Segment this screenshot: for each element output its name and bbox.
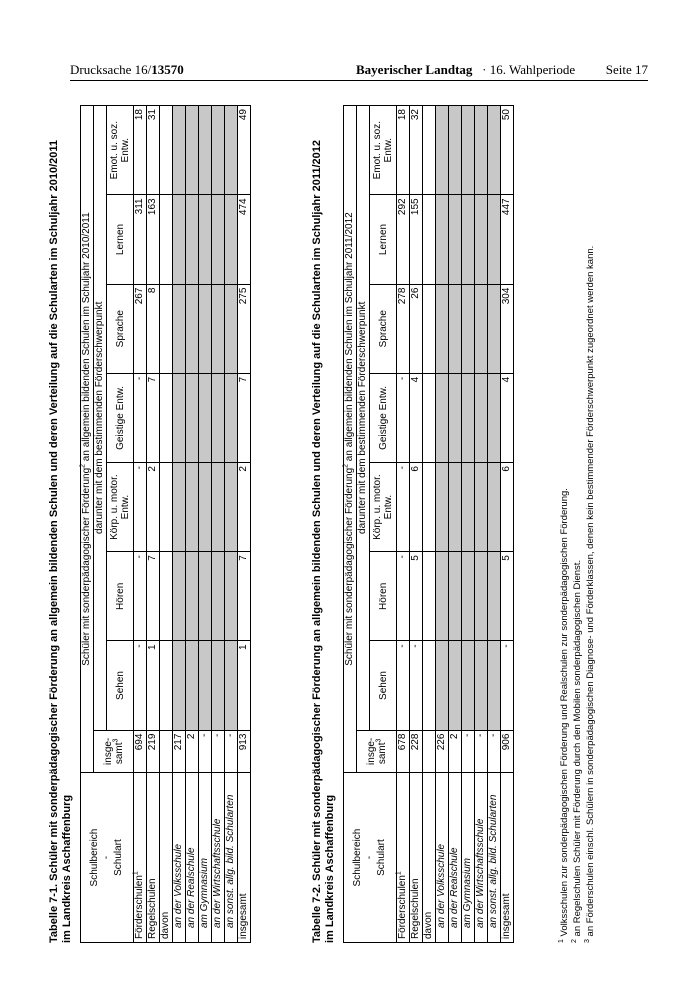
table-cell: 163 (147, 195, 160, 284)
table-row (423, 106, 436, 943)
row-label: an der Volksschule (173, 773, 186, 943)
table-cell (488, 284, 501, 373)
table-cell (488, 373, 501, 462)
table-row (397, 106, 410, 943)
table-cell (462, 463, 475, 552)
row-label: an sonst. allg. bild. Schularten (225, 773, 238, 943)
table-cell: 7 (238, 552, 251, 641)
table-cell: - (488, 730, 501, 772)
row-label: insgesamt (238, 773, 251, 943)
table-cell (160, 641, 173, 730)
table-cell (186, 641, 199, 730)
table-7-2 (343, 105, 514, 943)
table-cell (475, 284, 488, 373)
table-cell: 4 (410, 373, 423, 462)
table-cell (186, 552, 199, 641)
table-cell: 31 (147, 106, 160, 195)
table-cell (212, 373, 225, 462)
table-cell (436, 373, 449, 462)
table-cell (475, 641, 488, 730)
table-cell (475, 552, 488, 641)
table-cell (186, 373, 199, 462)
table-cell: - (410, 641, 423, 730)
row-label: an der Wirtschaftsschule (212, 773, 225, 943)
row-label: an sonst. allg. bild. Schularten (488, 773, 501, 943)
table-row (488, 106, 501, 943)
header-col: Lernen (107, 195, 134, 284)
table-cell: 7 (238, 373, 251, 462)
table-cell (475, 463, 488, 552)
table-cell: 275 (238, 284, 251, 373)
table-cell (475, 106, 488, 195)
table-cell (199, 106, 212, 195)
header-col: Körp. u. motor. Entw. (107, 463, 134, 552)
table-cell: 226 (436, 730, 449, 772)
table-cell (212, 463, 225, 552)
table-cell (225, 552, 238, 641)
table-cell (173, 641, 186, 730)
header-schulbereich: Schulbereich - Schulart (81, 773, 134, 943)
table-cell: 49 (238, 106, 251, 195)
table-cell: - (225, 730, 238, 772)
row-label: an der Realschule (449, 773, 462, 943)
table-cell: 18 (134, 106, 147, 195)
table-title-1: Tabelle 7-1. Schüler mit sonderpädagogischer Förderung an allgemein bildenden Schulen und deren Verteilung auf die Schularten im Schuljahr 2010/2011 im Landkreis Aschaffenburg (48, 140, 73, 943)
table-cell (462, 552, 475, 641)
header-insgesamt: insge-samt$^3$ (94, 730, 134, 772)
table-cell: 7 (147, 552, 160, 641)
header-col: Hören (370, 552, 397, 641)
table-cell: 8 (147, 284, 160, 373)
header-col: Sehen (107, 641, 134, 730)
table-cell (475, 373, 488, 462)
table-cell: 2 (147, 463, 160, 552)
table-row (225, 106, 238, 943)
table-cell (462, 373, 475, 462)
table-row (501, 106, 514, 943)
footnote-1: $^1$ Volksschulen zur sonderpädagogischen Förderung und Realschulen zur sonderpädagogischen Förderung. (557, 488, 570, 943)
footnote-2: $^2$ an Regelschulen Schüler mit Förderung durch den Mobilen sonderpädagogischen Dienst. (570, 559, 583, 943)
row-label: Regelschulen (410, 773, 423, 943)
table-cell (173, 195, 186, 284)
table-title-2: Tabelle 7-2. Schüler mit sonderpädagogischer Förderung an allgemein bildenden Schulen und deren Verteilung auf die Schularten im Schuljahr 2011/2012 im Landkreis Aschaffenburg (311, 140, 336, 943)
parliament-name: Bayerischer Landtag · 16. Wahlperiode (356, 62, 576, 77)
header-insgesamt: insge-samt$^3$ (357, 730, 397, 772)
header-schulbereich: Schulbereich - Schulart (344, 773, 397, 943)
table-cell (199, 463, 212, 552)
header-sub: darunter mit dem bestimmenden Förderschwerpunkt (94, 106, 107, 731)
table-row (475, 106, 488, 943)
table-cell: 5 (501, 552, 514, 641)
rotated-content (48, 93, 608, 943)
table-cell: - (134, 373, 147, 462)
table-cell (449, 284, 462, 373)
table-cell: 694 (134, 730, 147, 772)
table-cell (186, 284, 199, 373)
table-cell (449, 106, 462, 195)
table-cell (462, 284, 475, 373)
table-cell (449, 195, 462, 284)
table-cell (423, 373, 436, 462)
row-label: insgesamt (501, 773, 514, 943)
header-top: Schüler mit sonderpädagogischer Förderung$^2$ an allgemein bildenden Schulen im Schuljahr 2011/2012 (344, 106, 357, 773)
table-cell (225, 284, 238, 373)
page-header (70, 62, 648, 81)
row-label: an der Realschule (186, 773, 199, 943)
header-col: Emot. u. soz. Entw. (107, 106, 134, 195)
table-row (147, 106, 160, 943)
table-cell (173, 552, 186, 641)
table-cell: 2 (186, 730, 199, 772)
table-cell: 913 (238, 730, 251, 772)
row-label: davon (160, 773, 173, 943)
table-cell (199, 373, 212, 462)
table-cell: 474 (238, 195, 251, 284)
table-cell: 4 (501, 373, 514, 462)
header-col: Hören (107, 552, 134, 641)
table-cell (199, 641, 212, 730)
table-cell (436, 195, 449, 284)
table-cell (423, 463, 436, 552)
table-row (199, 106, 212, 943)
table-cell (488, 463, 501, 552)
table-row (449, 106, 462, 943)
table-cell (423, 195, 436, 284)
table-cell (436, 463, 449, 552)
table-cell (436, 552, 449, 641)
table-cell (212, 106, 225, 195)
table-cell (160, 552, 173, 641)
table-cell (173, 463, 186, 552)
table-cell: 6 (501, 463, 514, 552)
table-cell (212, 552, 225, 641)
table-cell: - (397, 641, 410, 730)
table-cell (423, 730, 436, 772)
table-cell (449, 552, 462, 641)
table-cell: 5 (410, 552, 423, 641)
table-cell (186, 195, 199, 284)
table-cell: 2 (238, 463, 251, 552)
table-cell: - (212, 730, 225, 772)
table-cell: 304 (501, 284, 514, 373)
table-cell: 217 (173, 730, 186, 772)
table-cell (462, 106, 475, 195)
table-cell (199, 195, 212, 284)
table-cell: 267 (134, 284, 147, 373)
table-row (160, 106, 173, 943)
table-cell: 7 (147, 373, 160, 462)
table-cell (160, 463, 173, 552)
row-label: Förderschulen$^1$ (397, 773, 410, 943)
table-cell: 32 (410, 106, 423, 195)
table-cell (160, 284, 173, 373)
table-row (238, 106, 251, 943)
table-cell (160, 373, 173, 462)
table-cell (488, 552, 501, 641)
table-cell: - (134, 552, 147, 641)
row-label: an der Volksschule (436, 773, 449, 943)
table-row (436, 106, 449, 943)
header-col: Sprache (370, 284, 397, 373)
table-cell: - (397, 552, 410, 641)
table-cell: - (397, 463, 410, 552)
table-cell: 2 (449, 730, 462, 772)
footnote-3: $^3$ an Förderschulen einschl. Schülern in sonderpädagogischen Diagnose- und Förderklassen, denen kein bestimmender Förderschwerpunkt zugeordnet werden kann. (583, 245, 596, 943)
table-cell: 18 (397, 106, 410, 195)
table-cell: 219 (147, 730, 160, 772)
table-row (186, 106, 199, 943)
header-col: Geistige Entw. (370, 373, 397, 462)
row-label: Förderschulen$^1$ (134, 773, 147, 943)
table-cell: - (501, 641, 514, 730)
document-number: Drucksache 16/13570 (70, 62, 184, 77)
table-cell (199, 552, 212, 641)
table-cell (160, 730, 173, 772)
table-cell (186, 106, 199, 195)
table-cell (488, 106, 501, 195)
header-col: Körp. u. motor. Entw. (370, 463, 397, 552)
table-cell: 228 (410, 730, 423, 772)
page-number: Seite 17 (605, 62, 648, 77)
table-cell: 1 (147, 641, 160, 730)
table-cell (423, 641, 436, 730)
table-cell (212, 284, 225, 373)
header-col: Geistige Entw. (107, 373, 134, 462)
table-cell: - (397, 373, 410, 462)
row-label: am Gymnasium (462, 773, 475, 943)
row-label: davon (423, 773, 436, 943)
table-cell (173, 373, 186, 462)
table-cell: 311 (134, 195, 147, 284)
table-cell (488, 641, 501, 730)
row-label: Regelschulen (147, 773, 160, 943)
table-cell (225, 641, 238, 730)
table-cell: 906 (501, 730, 514, 772)
table-7-1 (80, 105, 251, 943)
table-cell (436, 284, 449, 373)
header-col: Sprache (107, 284, 134, 373)
table-cell (225, 195, 238, 284)
table-cell (423, 106, 436, 195)
header-sub: darunter mit dem bestimmenden Förderschwerpunkt (357, 106, 370, 731)
table-cell (423, 552, 436, 641)
table-cell (173, 106, 186, 195)
table-cell: 447 (501, 195, 514, 284)
table-cell: 278 (397, 284, 410, 373)
table-cell (212, 195, 225, 284)
table-cell (225, 463, 238, 552)
table-cell (160, 195, 173, 284)
table-cell (462, 641, 475, 730)
table-cell: - (134, 463, 147, 552)
table-cell: 292 (397, 195, 410, 284)
table-cell (449, 463, 462, 552)
table-cell (160, 106, 173, 195)
table-cell (173, 284, 186, 373)
table-cell (449, 641, 462, 730)
table-cell (199, 284, 212, 373)
table-row (173, 106, 186, 943)
table-cell: - (475, 730, 488, 772)
table-row (212, 106, 225, 943)
header-top: Schüler mit sonderpädagogischer Förderung$^2$ an allgemein bildenden Schulen im Schuljahr 2010/2011 (81, 106, 94, 773)
table-cell: - (134, 641, 147, 730)
table-cell: 155 (410, 195, 423, 284)
table-cell: 6 (410, 463, 423, 552)
table-cell: 26 (410, 284, 423, 373)
table-row (410, 106, 423, 943)
row-label: am Gymnasium (199, 773, 212, 943)
table-cell (449, 373, 462, 462)
footnotes (558, 246, 597, 943)
table-cell (436, 641, 449, 730)
row-label: an der Wirtschaftsschule (475, 773, 488, 943)
table-cell (475, 195, 488, 284)
header-col: Emot. u. soz. Entw. (370, 106, 397, 195)
table-row (134, 106, 147, 943)
table-cell (212, 641, 225, 730)
table-row (462, 106, 475, 943)
header-col: Sehen (370, 641, 397, 730)
table-cell: 1 (238, 641, 251, 730)
table-cell: 678 (397, 730, 410, 772)
table-cell: - (462, 730, 475, 772)
table-cell: - (199, 730, 212, 772)
table-cell (186, 463, 199, 552)
table-cell (436, 106, 449, 195)
header-col: Lernen (370, 195, 397, 284)
table-cell (488, 195, 501, 284)
table-cell (462, 195, 475, 284)
table-cell (423, 284, 436, 373)
table-cell (225, 373, 238, 462)
table-cell: 50 (501, 106, 514, 195)
table-cell (225, 106, 238, 195)
